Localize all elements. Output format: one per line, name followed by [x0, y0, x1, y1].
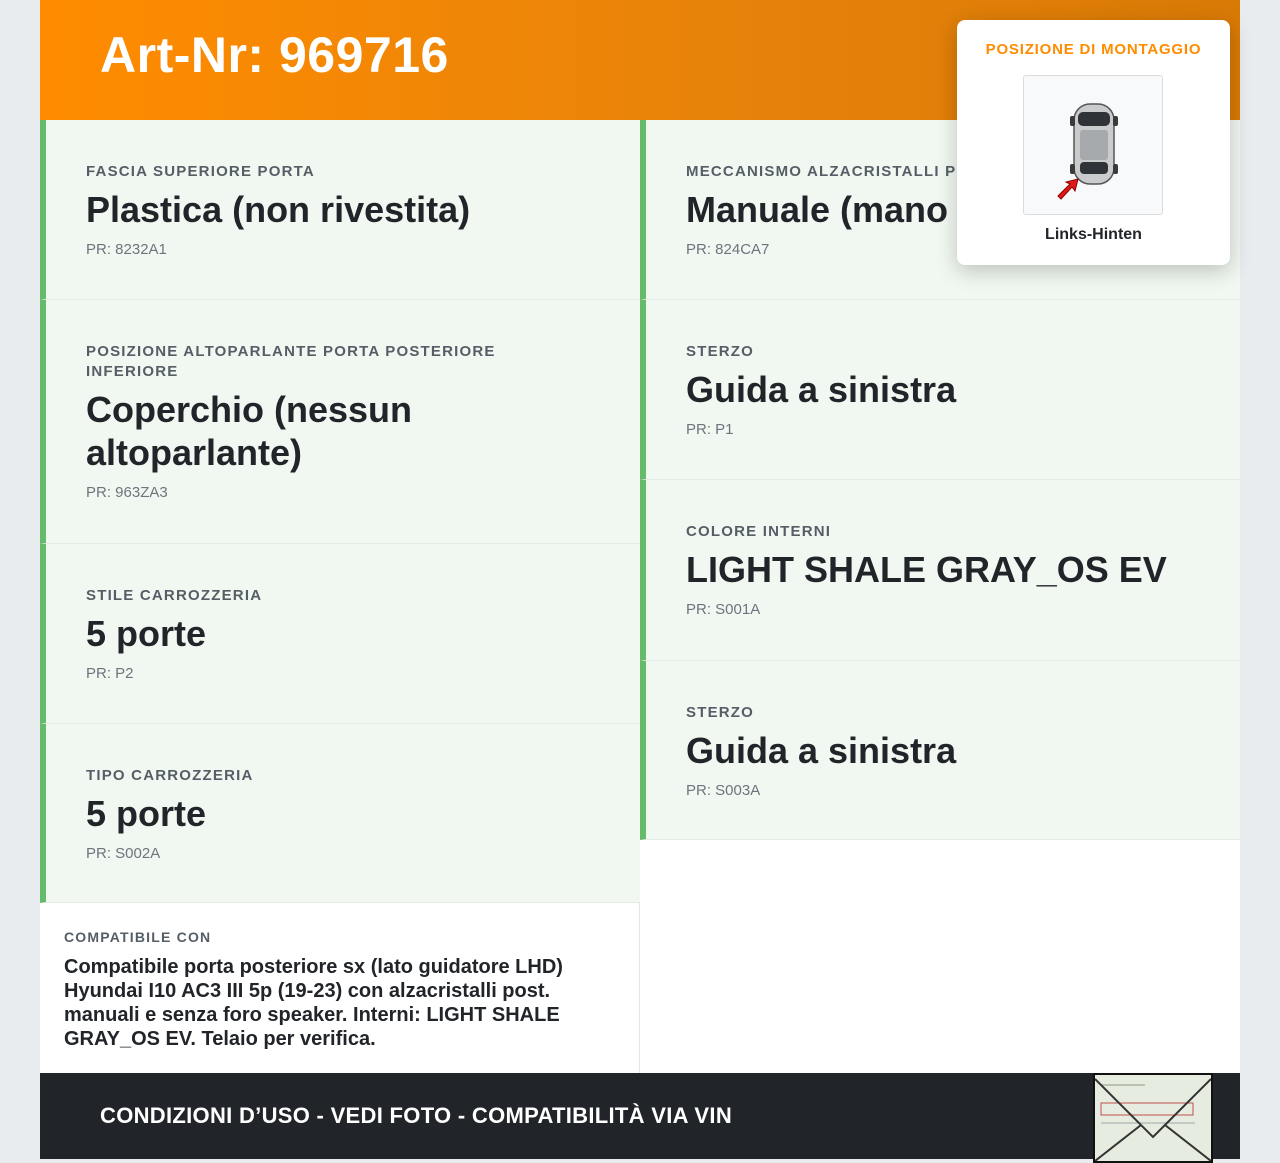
attribute-label: STILE CARROZZERIA [86, 587, 263, 604]
attribute-value: Plastica (non rivestita) [86, 189, 471, 230]
article-number-title: Art-Nr: 969716 [100, 27, 449, 83]
attribute-label: MECCANISMO ALZACRISTALLI P [686, 163, 957, 180]
attribute-pr-code: PR: P1 [686, 421, 734, 438]
attribute-value: Guida a sinistra [686, 730, 957, 771]
document-thumbnail[interactable] [1093, 1073, 1213, 1163]
attribute-card [40, 300, 640, 544]
attribute-pr-code: PR: 8232A1 [86, 241, 167, 258]
attribute-value: 5 porte [86, 793, 207, 834]
attribute-pr-code: PR: 963ZA3 [86, 484, 168, 501]
footer-bar [40, 1073, 1240, 1159]
attribute-value: 5 porte [86, 613, 207, 654]
attribute-label: FASCIA SUPERIORE PORTA [86, 163, 315, 180]
left-attribute-column [40, 120, 640, 903]
mounting-position-panel [957, 20, 1230, 265]
attribute-card [40, 120, 640, 300]
compatibility-text: Compatibile porta posteriore sx (lato guidatore LHD) Hyundai I10 AC3 III 5p (19-23) con alzacristalli post. manuali e senza foro speaker. Interni: LIGHT SHALE GRAY_OS EV. Telaio per verifica. [64, 956, 563, 1050]
attribute-label: STERZO [686, 343, 755, 360]
attribute-value: Guida a sinistra [686, 369, 957, 410]
attribute-card [640, 300, 1240, 480]
attribute-card [640, 480, 1240, 661]
attribute-label: COLORE INTERNI [686, 523, 832, 540]
attribute-pr-code: PR: S002A [86, 845, 161, 862]
attribute-card [640, 661, 1240, 840]
attribute-label: STERZO [686, 704, 755, 721]
mounting-position-title: POSIZIONE DI MONTAGGIO [985, 41, 1202, 58]
attribute-label: POSIZIONE ALTOPARLANTE PORTA POSTERIORE INFERIORE [86, 343, 496, 380]
part-sheet [40, 0, 1240, 1159]
registration-document-icon [1095, 1075, 1211, 1161]
car-top-view-icon [1023, 75, 1163, 215]
compatibility-label: COMPATIBILE CON [64, 929, 212, 945]
attribute-pr-code: PR: P2 [86, 665, 134, 682]
attribute-card [40, 724, 640, 903]
attribute-card [40, 544, 640, 724]
attribute-pr-code: PR: S001A [686, 601, 761, 618]
attribute-value: Manuale (mano [686, 189, 949, 230]
attribute-value: Coperchio (nessun altoparlante) [86, 389, 413, 473]
compatibility-block [40, 903, 640, 1073]
attribute-pr-code: PR: 824CA7 [686, 241, 770, 258]
mounting-position-value: Links-Hinten [1045, 226, 1142, 243]
attribute-pr-code: PR: S003A [686, 782, 761, 799]
footer-links[interactable]: CONDIZIONI D’USO - VEDI FOTO - COMPATIBILITÀ VIA VIN [100, 1103, 733, 1128]
attribute-value: LIGHT SHALE GRAY_OS EV [686, 549, 1167, 590]
attribute-label: TIPO CARROZZERIA [86, 767, 254, 784]
